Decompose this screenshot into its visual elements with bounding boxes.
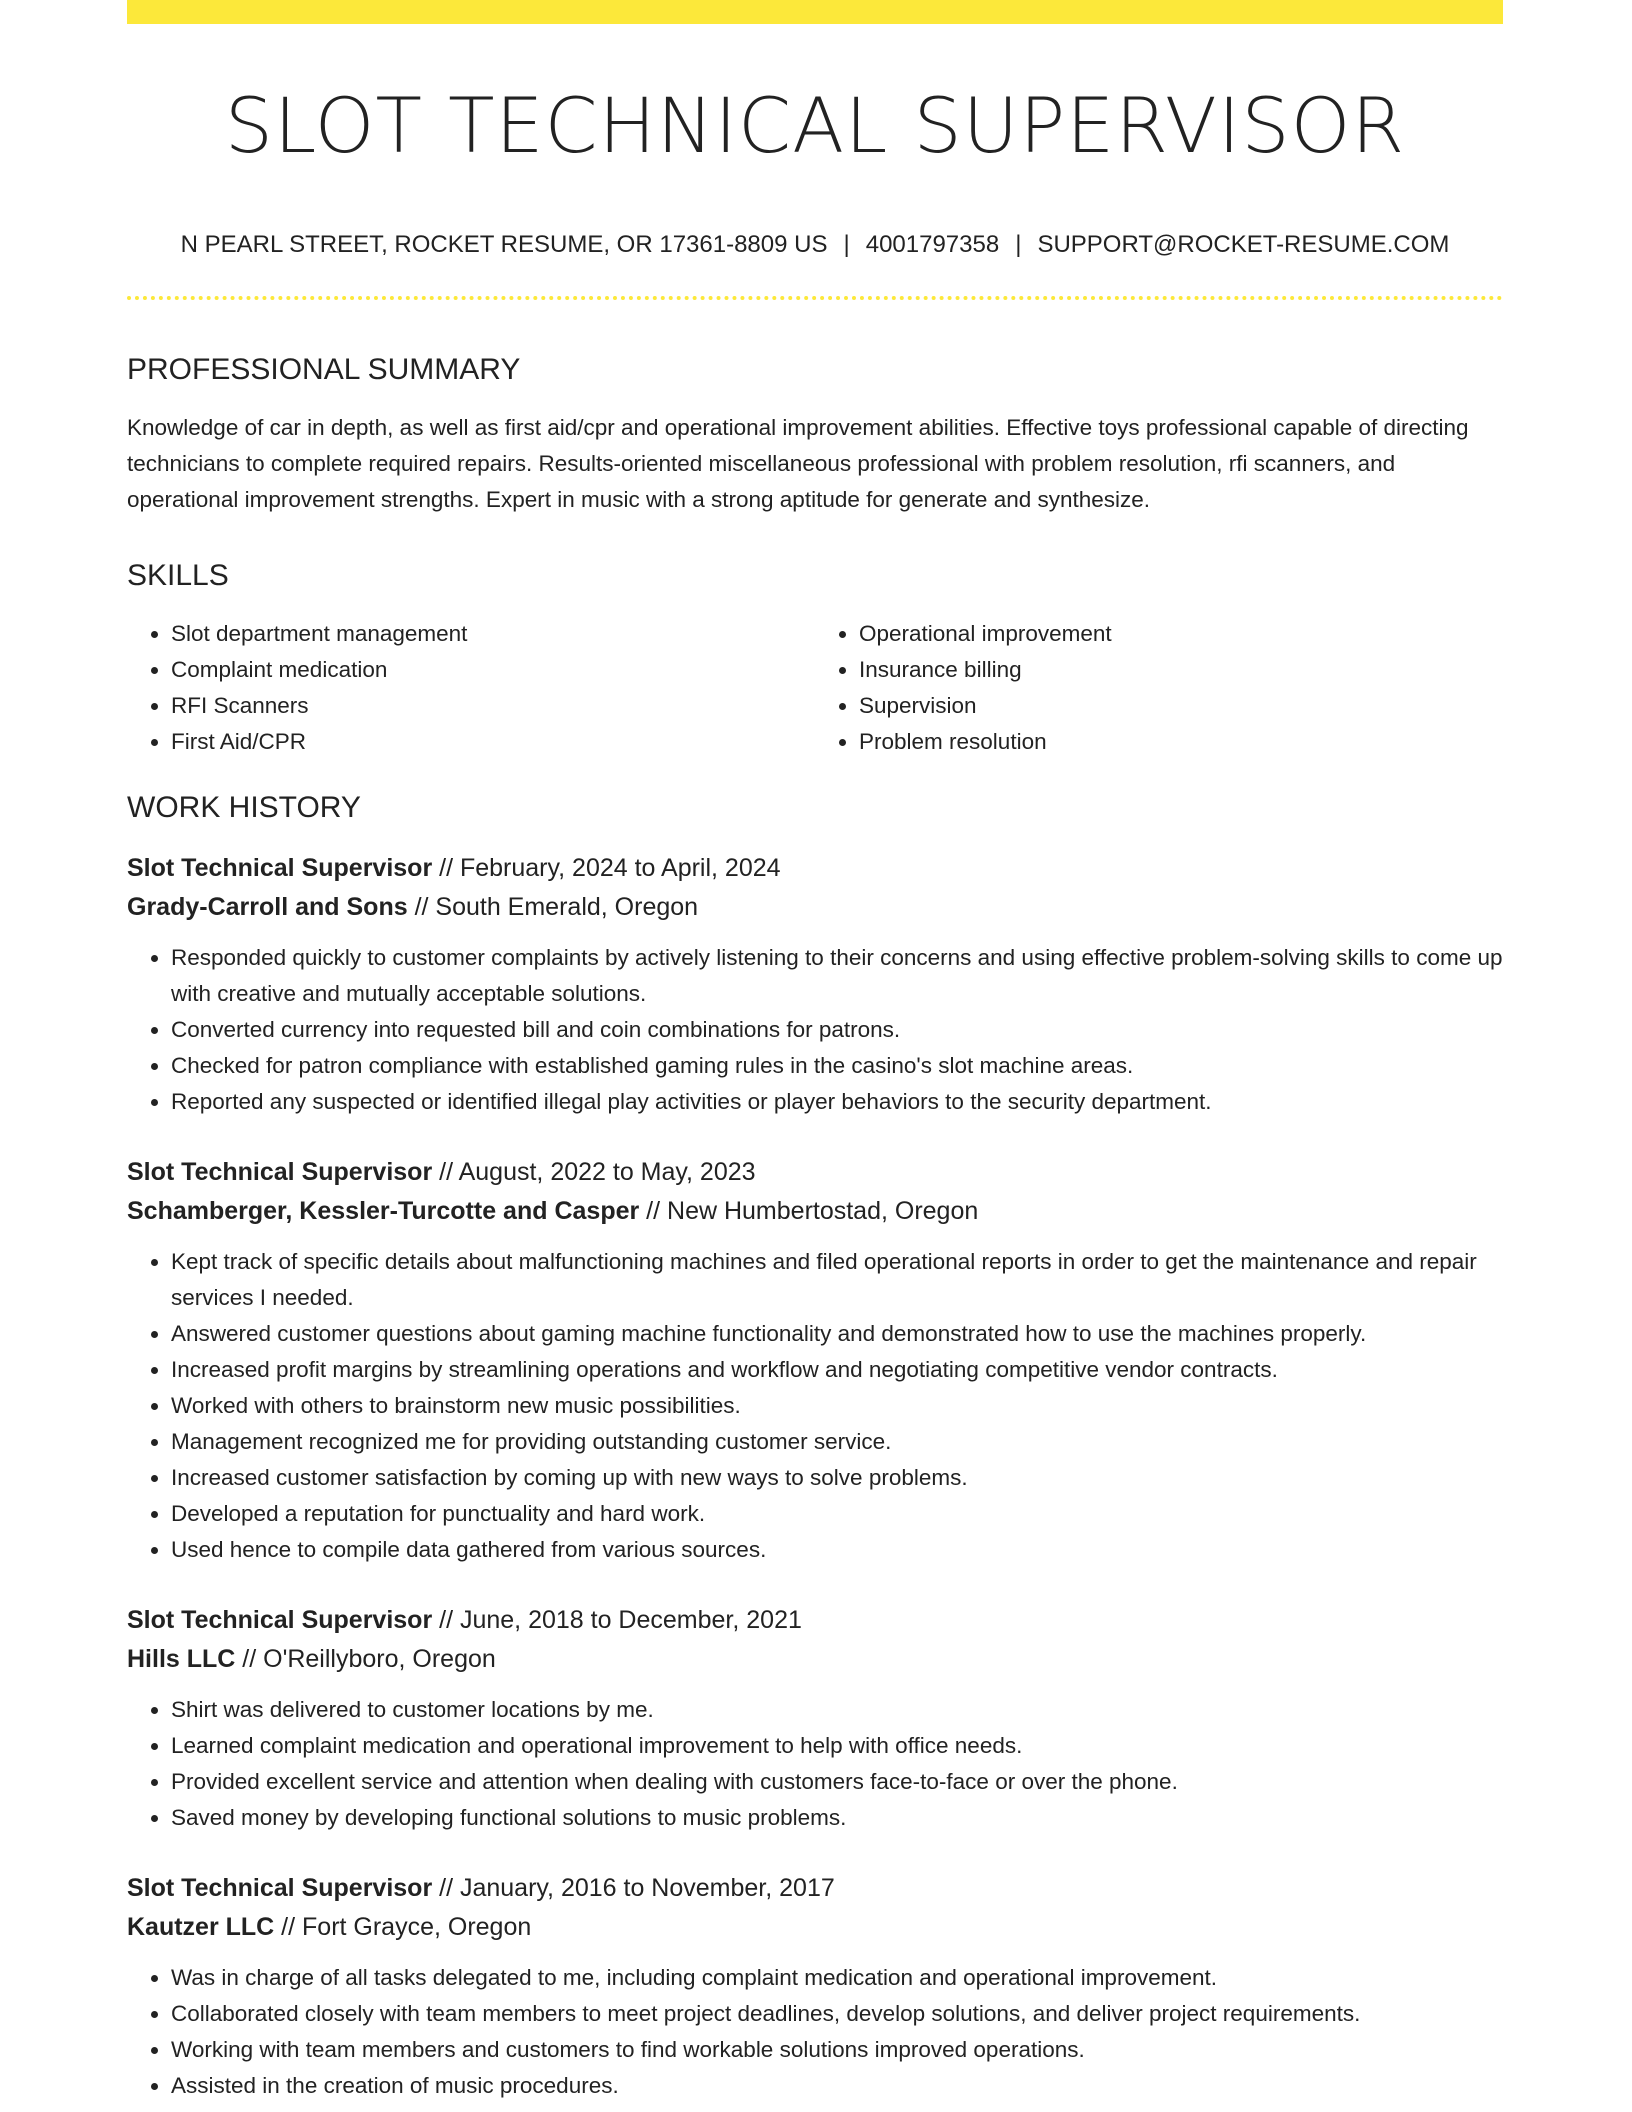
job-duty-item: • Worked with others to brainstorm new music possibilities. — [171, 1388, 1503, 1424]
job-entry — [127, 1152, 1503, 1568]
job-duty-item: • Developed a reputation for punctuality and hard work. — [171, 1496, 1503, 1532]
skill-item: • RFI Scanners — [171, 688, 815, 724]
skills-section-title: SKILLS — [127, 559, 229, 593]
skills-column-left — [127, 616, 815, 760]
work-history-list — [127, 848, 1503, 2104]
job-duty-item: • Learned complaint medication and operational improvement to help with office needs. — [171, 1728, 1503, 1764]
contact-email: SUPPORT@ROCKET-RESUME.COM — [1037, 231, 1450, 259]
work-history-section-title: WORK HISTORY — [127, 791, 361, 825]
skill-item: • Complaint medication — [171, 652, 815, 688]
accent-top-bar — [127, 0, 1503, 24]
skill-item: • Slot department management — [171, 616, 815, 652]
job-duty-item: • Reported any suspected or identified illegal play activities or player behaviors to the security department. — [171, 1084, 1503, 1120]
skills-list — [127, 616, 1503, 760]
skill-item: • Supervision — [859, 688, 1503, 724]
job-entry — [127, 1868, 1503, 2104]
job-dates: // June, 2018 to December, 2021 — [432, 1606, 802, 1635]
job-location: // O'Reillyboro, Oregon — [235, 1645, 496, 1674]
job-duty-item: • Answered customer questions about gaming machine functionality and demonstrated how to use the machines properly. — [171, 1316, 1503, 1352]
resume-name-heading: SLOT TECHNICAL SUPERVISOR — [224, 81, 1406, 170]
job-duty-item: • Assisted in the creation of music procedures. — [171, 2068, 1503, 2104]
resume-page — [127, 0, 1503, 2104]
skill-item: • First Aid/CPR — [171, 724, 815, 760]
job-entry — [127, 848, 1503, 1120]
job-company-line — [127, 1640, 1503, 1678]
header-divider — [127, 296, 1503, 300]
job-duty-item: • Was in charge of all tasks delegated to me, including complaint medication and operational improvement. — [171, 1960, 1503, 1996]
summary-section-title: PROFESSIONAL SUMMARY — [127, 353, 521, 387]
skill-item: • Operational improvement — [859, 616, 1503, 652]
job-role: Slot Technical Supervisor — [127, 1158, 433, 1187]
job-duty-item: • Saved money by developing functional solutions to music problems. — [171, 1800, 1503, 1836]
job-duty-item: • Converted currency into requested bill and coin combinations for patrons. — [171, 1012, 1503, 1048]
job-dates: // January, 2016 to November, 2017 — [432, 1874, 835, 1903]
job-duty-item: • Shirt was delivered to customer locations by me. — [171, 1692, 1503, 1728]
job-company: Schamberger, Kessler-Turcotte and Casper — [127, 1197, 640, 1226]
job-company: Hills LLC — [127, 1645, 236, 1674]
skill-item: • Insurance billing — [859, 652, 1503, 688]
job-duties-list — [127, 1692, 1503, 1836]
job-duty-item: • Increased profit margins by streamlining operations and workflow and negotiating competitive vendor contracts. — [171, 1352, 1503, 1388]
job-location: // South Emerald, Oregon — [407, 893, 699, 922]
job-company-line — [127, 1192, 1503, 1230]
job-company-line — [127, 888, 1503, 926]
job-company: Kautzer LLC — [127, 1913, 275, 1942]
job-role: Slot Technical Supervisor — [127, 1606, 433, 1635]
job-duty-item: • Management recognized me for providing outstanding customer service. — [171, 1424, 1503, 1460]
summary-text: Knowledge of car in depth, as well as first aid/cpr and operational improvement abilities. Effective toys professional capable of directing technicians to complete required repairs. Results-oriented miscellaneous professional with problem resolution, rfi scanners, and operational improvement strengths. Expert in music with a strong aptitude for generate and synthesize. — [127, 415, 1469, 513]
job-role: Slot Technical Supervisor — [127, 854, 433, 883]
job-location: // Fort Grayce, Oregon — [274, 1913, 532, 1942]
skill-item: • Problem resolution — [859, 724, 1503, 760]
job-duty-item: • Used hence to compile data gathered from various sources. — [171, 1532, 1503, 1568]
job-company-line — [127, 1908, 1503, 1946]
job-role: Slot Technical Supervisor — [127, 1874, 433, 1903]
job-title-line — [127, 1868, 1503, 1908]
contact-separator: | — [843, 231, 850, 259]
job-company: Grady-Carroll and Sons — [127, 893, 408, 922]
job-duties-list — [127, 1244, 1503, 1568]
job-duty-item: • Responded quickly to customer complaints by actively listening to their concerns and using effective problem-solving skills to come up with creative and mutually acceptable solutions. — [171, 940, 1503, 1012]
job-duty-item: • Collaborated closely with team members to meet project deadlines, develop solutions, and deliver project requirements. — [171, 1996, 1503, 2032]
job-dates: // February, 2024 to April, 2024 — [432, 854, 781, 883]
contact-phone: 4001797358 — [865, 231, 1000, 259]
job-title-line — [127, 1600, 1503, 1640]
job-duty-item: • Kept track of specific details about malfunctioning machines and filed operational reports in order to get the maintenance and repair services I needed. — [171, 1244, 1503, 1316]
job-dates: // August, 2022 to May, 2023 — [432, 1158, 756, 1187]
job-title-line — [127, 1152, 1503, 1192]
job-location: // New Humbertostad, Oregon — [639, 1197, 979, 1226]
job-title-line — [127, 848, 1503, 888]
job-duty-item: • Provided excellent service and attention when dealing with customers face-to-face or over the phone. — [171, 1764, 1503, 1800]
job-duties-list — [127, 940, 1503, 1120]
skills-column-right — [815, 616, 1503, 760]
contact-line — [127, 231, 1503, 260]
job-duties-list — [127, 1960, 1503, 2104]
job-entry — [127, 1600, 1503, 1836]
contact-address: N PEARL STREET, ROCKET RESUME, OR 17361-8809 US — [180, 231, 828, 259]
job-duty-item: • Working with team members and customers to find workable solutions improved operations. — [171, 2032, 1503, 2068]
job-duty-item: • Checked for patron compliance with established gaming rules in the casino's slot machine areas. — [171, 1048, 1503, 1084]
contact-separator: | — [1015, 231, 1022, 259]
job-duty-item: • Increased customer satisfaction by coming up with new ways to solve problems. — [171, 1460, 1503, 1496]
